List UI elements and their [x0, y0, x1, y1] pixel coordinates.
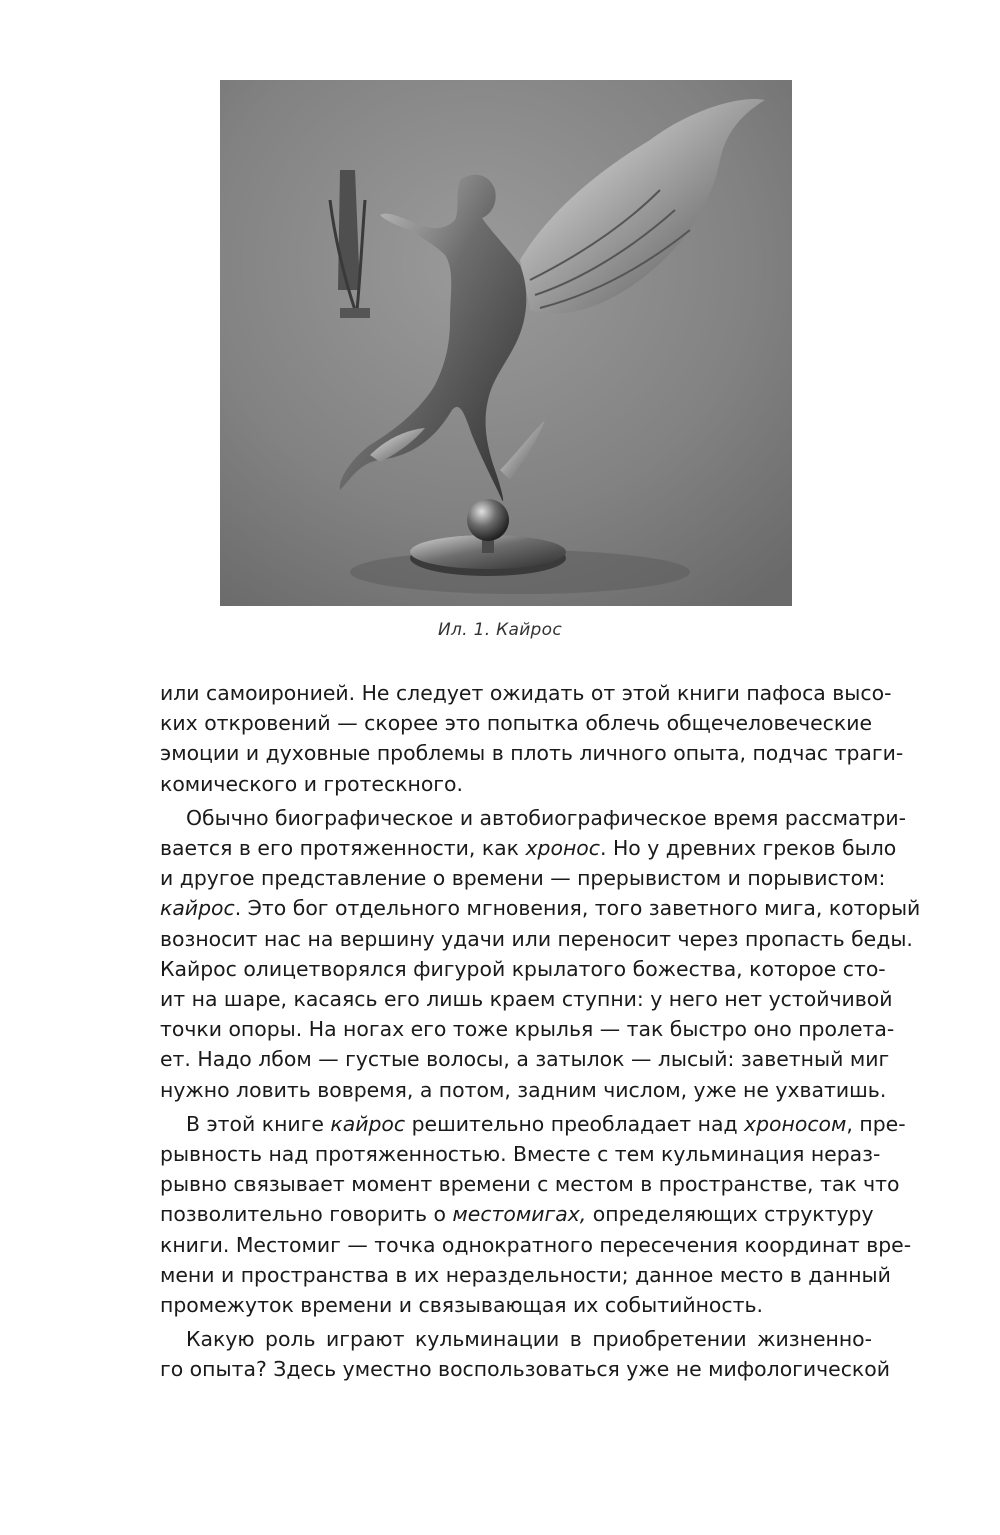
text-span: промежуток времени и связывающая их событийность.	[160, 1293, 763, 1318]
text-span: рывность над протяженностью. Вместе с тем кульминация нераз-	[160, 1142, 881, 1167]
figure-kairos-image	[220, 80, 792, 606]
text-line	[160, 893, 921, 923]
text-line	[160, 863, 886, 893]
text-span: позволительно говорить о	[160, 1202, 453, 1227]
text-span: Какую роль играют кульминации в приобретении жизненно-	[186, 1327, 872, 1352]
text-line	[160, 1014, 895, 1044]
text-line	[160, 1354, 890, 1384]
text-line	[160, 1324, 872, 1354]
text-line	[160, 708, 872, 738]
text-line	[160, 738, 904, 768]
text-span: , пре-	[846, 1111, 906, 1136]
text-line	[160, 1290, 872, 1320]
text-span: определяющих структуру	[586, 1202, 874, 1227]
text-line	[160, 1260, 891, 1290]
paragraph	[160, 1324, 890, 1384]
text-line	[160, 833, 897, 863]
italic-term: местомигах,	[452, 1202, 587, 1227]
text-line	[160, 984, 893, 1014]
text-span: . Но у древних греков было	[599, 836, 897, 861]
text-line	[160, 1139, 881, 1169]
text-span: комического и гротескного.	[160, 771, 463, 796]
text-line	[160, 1199, 872, 1229]
text-span: ит на шаре, касаясь его лишь краем ступни: у него нет устойчивой	[160, 987, 893, 1012]
text-span: рывно связывает момент времени с местом в пространстве, так что	[160, 1172, 900, 1197]
text-line	[160, 924, 913, 954]
italic-term: хронос	[525, 836, 600, 861]
text-line	[160, 803, 906, 833]
text-line	[160, 1075, 887, 1105]
paragraph	[160, 1109, 912, 1320]
text-span: вается в его протяженности, как	[160, 836, 526, 861]
text-span: В этой книге	[186, 1111, 331, 1136]
text-span: ет. Надо лбом — густые волосы, а затылок — лысый: заветный миг	[160, 1047, 890, 1072]
text-span: го опыта? Здесь уместно воспользоваться уже не мифологической	[160, 1357, 890, 1382]
text-line	[160, 1230, 912, 1260]
text-line	[160, 954, 886, 984]
text-span: эмоции и духовные проблемы в плоть личного опыта, подчас траги-	[160, 741, 904, 766]
italic-term: хроносом	[744, 1111, 847, 1136]
paragraph	[160, 678, 904, 799]
text-span: и другое представление о времени — прерывистом и порывистом:	[160, 866, 886, 891]
text-line	[160, 1044, 890, 1074]
body-text	[160, 678, 921, 1385]
text-span: Кайрос олицетворялся фигурой крылатого божества, которое сто-	[160, 956, 886, 981]
italic-term: кайрос	[330, 1111, 406, 1136]
text-line	[160, 678, 892, 708]
text-span: нужно ловить вовремя, а потом, задним числом, уже не ухватишь.	[160, 1077, 887, 1102]
kairos-statue-illustration	[220, 80, 792, 606]
text-span: или самоиронией. Не следует ожидать от этой книги пафоса высо-	[160, 681, 892, 705]
figure-caption: Ил. 1. Кайрос	[438, 620, 562, 640]
paragraph	[160, 803, 921, 1105]
text-span: решительно преобладает над	[405, 1111, 745, 1136]
text-line	[160, 1109, 906, 1139]
text-span: Обычно биографическое и автобиографическое время рассматри-	[186, 805, 906, 830]
text-span: . Это бог отдельного мгновения, того заветного мига, который	[234, 896, 921, 921]
text-span: ких откровений — скорее это попытка облечь общечеловеческие	[160, 711, 872, 736]
text-line	[160, 769, 872, 799]
text-span: мени и пространства в их нераздельности; данное место в данный	[160, 1262, 891, 1287]
text-span: точки опоры. На ногах его тоже крылья — так быстро оно пролета-	[160, 1017, 895, 1042]
text-span: возносит нас на вершину удачи или переносит через пропасть беды.	[160, 926, 913, 951]
italic-term: кайрос	[160, 896, 235, 921]
text-line	[160, 1169, 900, 1199]
text-span: книги. Местомиг — точка однократного пересечения координат вре-	[160, 1232, 912, 1257]
